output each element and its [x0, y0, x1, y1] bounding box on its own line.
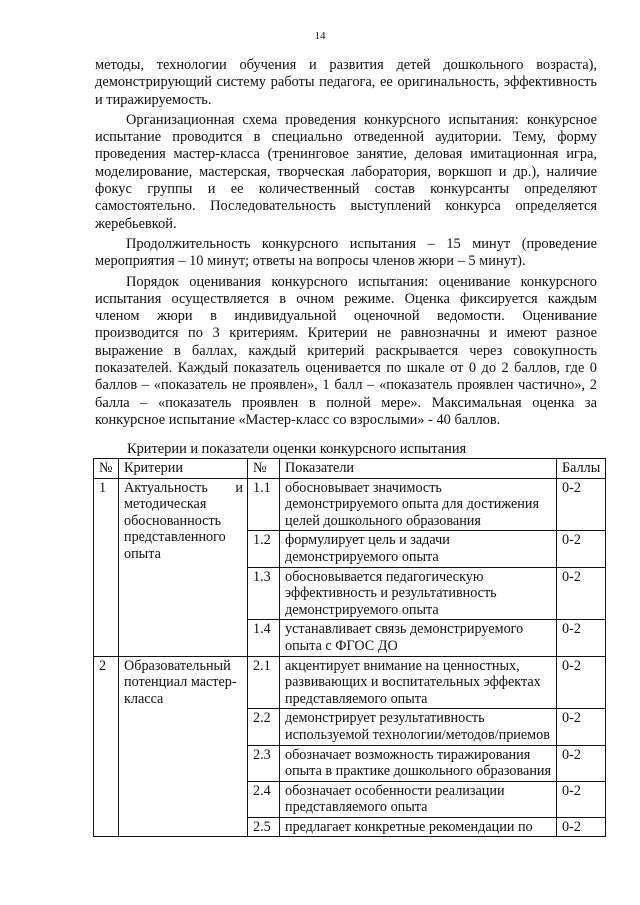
header-criteria: Критерии [119, 459, 248, 479]
criteria-table [93, 458, 606, 837]
indicator-points: 0-2 [557, 567, 606, 620]
indicator-text: акцентирует внимание на ценностных, развивающих и воспитательных эффектах представляемого опыта [280, 656, 557, 709]
criterion-name-rest: методическая обоснованность представленного опыта [124, 496, 226, 562]
paragraph-intro-continuation: методы, технологии обучения и развития детей дошкольного возраста), демонстрирующий систему работы педагога, ее оригинальность, эффективность и тиражируемость. [95, 57, 597, 108]
indicator-text: обосновывает значимость демонстрируемого опыта для достижения целей дошкольного образования [280, 478, 557, 531]
criterion-name-first-line: Актуальность и [124, 479, 243, 496]
indicator-points: 0-2 [557, 656, 606, 709]
page-number: 14 [314, 30, 326, 42]
indicator-text: формулирует цель и задачи демонстрируемого опыта [280, 531, 557, 567]
indicator-points: 0-2 [557, 745, 606, 781]
body-text [95, 57, 597, 429]
paragraph-duration: Продолжительность конкурсного испытания – 15 минут (проведение мероприятия – 10 минут; ответы на вопросы членов жюри – 5 минут). [95, 235, 597, 270]
indicator-text: обозначает возможность тиражирования опыта в практике дошкольного образования [280, 745, 557, 781]
indicator-number: 2.3 [248, 745, 280, 781]
table-row [94, 478, 606, 531]
indicator-number: 1.3 [248, 567, 280, 620]
indicator-number: 2.5 [248, 817, 280, 837]
header-indicator-num: № [248, 459, 280, 479]
indicator-points: 0-2 [557, 709, 606, 745]
indicator-text: обозначает особенности реализации представляемого опыта [280, 781, 557, 817]
indicator-number: 1.4 [248, 620, 280, 656]
criterion-number: 2 [94, 656, 119, 837]
indicator-text: устанавливает связь демонстрируемого опыта с ФГОС ДО [280, 620, 557, 656]
table-row [94, 656, 606, 709]
paragraph-evaluation-procedure: Порядок оценивания конкурсного испытания: оценивание конкурсного испытания осуществляется в очном режиме. Оценка фиксируется каждым членом жюри в индивидуальной оценочной ведомости. Оценивание производится по 3 критериям. Критерии не равнозначны и имеют разное выражение в баллах, каждый критерий раскрывается через совокупность показателей. Каждый показатель оценивается по шкале от 0 до 2 баллов, где 0 баллов – «показатель не проявлен», 1 балл – «показатель проявлен частично», 2 балла – «показатель проявлен в полной мере». Максимальная оценка за конкурсное испытание «Мастер-класс со взрослыми» - 40 баллов. [95, 273, 597, 428]
paragraph-organization-scheme: Организационная схема проведения конкурсного испытания: конкурсное испытание проводится в специально отведенной аудитории. Тему, форму проведения мастер-класса (тренинговое занятие, деловая имитационная игра, моделирование, мастерская, творческая лаборатория, воркшоп и др.), наличие фокус группы и ее количественный состав конкурсанты определяют самостоятельно. Последовательность выступлений конкурса определяется жеребьевкой. [95, 111, 597, 232]
header-indicators: Показатели [280, 459, 557, 479]
header-points: Баллы [557, 459, 606, 479]
indicator-points: 0-2 [557, 478, 606, 531]
indicator-points: 0-2 [557, 781, 606, 817]
criterion-name [119, 478, 248, 656]
indicator-number: 2.2 [248, 709, 280, 745]
indicator-points: 0-2 [557, 620, 606, 656]
indicator-points: 0-2 [557, 531, 606, 567]
table-caption: Критерии и показатели оценки конкурсного испытания [127, 441, 467, 457]
indicator-points: 0-2 [557, 817, 606, 837]
indicator-number: 2.1 [248, 656, 280, 709]
indicator-text: обосновывается педагогическую эффективность и результативность демонстрируемого опыта [280, 567, 557, 620]
criterion-number: 1 [94, 478, 119, 656]
indicator-number: 2.4 [248, 781, 280, 817]
indicator-text: предлагает конкретные рекомендации по [280, 817, 557, 837]
table-header-row [94, 459, 606, 479]
header-num: № [94, 459, 119, 479]
indicator-number: 1.1 [248, 478, 280, 531]
indicator-number: 1.2 [248, 531, 280, 567]
indicator-text: демонстрирует результативность используемой технологии/методов/приемов [280, 709, 557, 745]
criterion-name: Образовательный потенциал мастер-класса [119, 656, 248, 837]
